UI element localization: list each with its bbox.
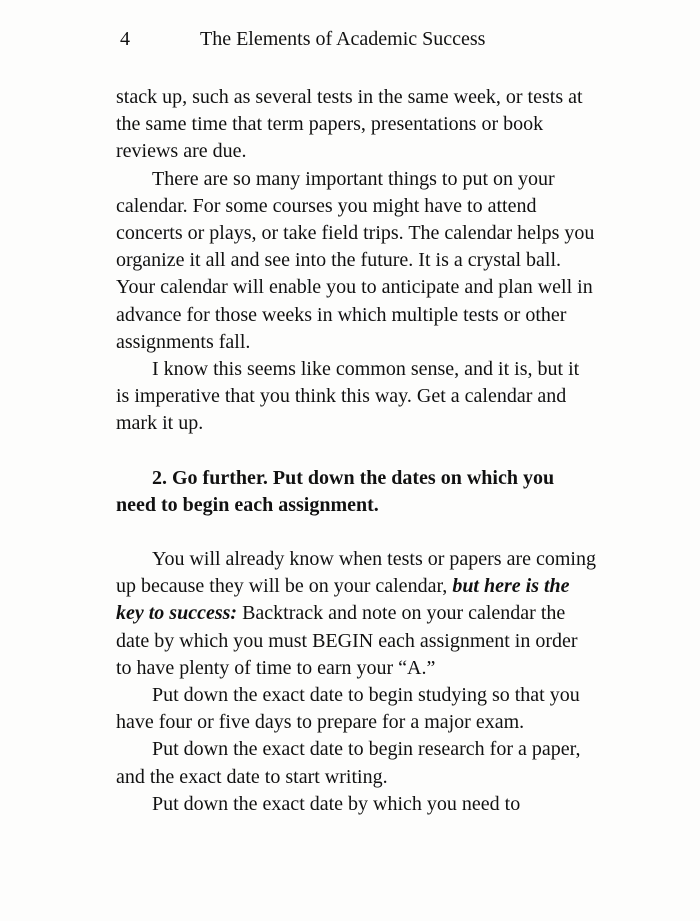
paragraph-key-to-success <box>116 546 596 682</box>
paragraph-exam-date: Put down the exact date to begin studying so that you have four or five days to prepare for a major exam. <box>116 684 580 734</box>
paragraph-calendar-things: There are so many important things to put on your calendar. For some courses you might have to attend concerts or plays, or take field trips. The calendar helps you organize it all and see into the future. It is a crystal ball. Your calendar will enable you to anticipate and plan well in advance for those weeks in which multiple tests or other assignments fall. <box>116 167 595 353</box>
key-to-success-lead: You will already know when tests or papers are coming up because they will be on your calendar, <box>116 548 596 598</box>
paragraph-common-sense: I know this seems like common sense, and it is, but it is imperative that you think this way. Get a calendar and mark it up. <box>116 358 580 435</box>
page-number: 4 <box>120 28 130 50</box>
running-title: The Elements of Academic Success <box>200 28 486 50</box>
key-to-success-emphasis: but here is the key to success: <box>116 575 570 625</box>
key-to-success-rest: Backtrack and note on your calendar the date by which you must BEGIN each assignment in order to have plenty of time to earn your “A.” <box>116 602 578 679</box>
paragraph-research-date: Put down the exact date to begin research for a paper, and the exact date to start writing. <box>116 738 581 788</box>
paragraph-continuation: stack up, such as several tests in the same week, or tests at the same time that term papers, presentations or book reviews are due. <box>116 86 583 163</box>
body-text <box>116 84 596 818</box>
paragraph-deadline-date: Put down the exact date by which you need to <box>152 792 521 815</box>
running-header <box>120 27 485 51</box>
section-heading: 2. Go further. Put down the dates on which you need to begin each assignment. <box>116 466 555 516</box>
